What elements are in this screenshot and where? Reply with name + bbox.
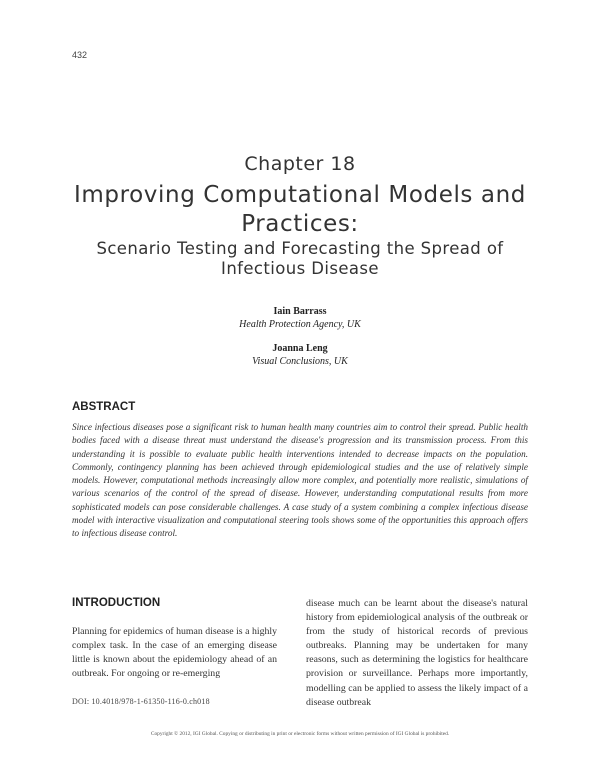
doi-label: DOI: 10.4018/978-1-61350-116-0.ch018 xyxy=(72,697,210,706)
chapter-subtitle: Scenario Testing and Forecasting the Spread of Infectious Disease xyxy=(96,239,504,278)
introduction-left-column: Planning for epidemics of human disease is a highly complex task. In the case of an emerging disease little is known about the epidemiology ahead of an outbreak. For ongoing or re-emerging xyxy=(72,626,277,680)
author-name: Joanna Leng xyxy=(272,343,328,354)
author-affiliation: Visual Conclusions, UK xyxy=(252,356,348,367)
page-number: 432 xyxy=(72,50,88,60)
abstract-text: Since infectious diseases pose a significant risk to human health many countries aim to control their spread. Public health bodies faced with a disease threat must understand the disease's progression and its transmission process. From this understanding it is possible to evaluate public health interventions intended to decrease impacts on the population. Commonly, contingency planning has been achieved through epidemiological studies and the use of relatively simple models. However, computational methods increasingly allow more complex, and potentially more realistic, simulations of various scenarios of the control of the spread of disease. However, understanding computational results from more sophisticated models can pose considerable challenges. A case study of a system combining a complex infectious disease model with interactive visualization and computational steering tools shows some of the opportunities this approach offers to infectious disease control. xyxy=(72,422,528,539)
abstract-heading: ABSTRACT xyxy=(72,401,136,413)
author-block-1 xyxy=(0,306,600,331)
author-name: Iain Barrass xyxy=(273,306,327,317)
copyright-notice: Copyright © 2012, IGI Global. Copying or distributing in print or electronic forms without written permission of IGI Global is prohibited. xyxy=(150,731,450,737)
author-affiliation: Health Protection Agency, UK xyxy=(239,319,361,330)
author-block-2 xyxy=(0,343,600,368)
chapter-label: Chapter 18 xyxy=(244,153,356,175)
introduction-right-column: disease much can be learnt about the disease's natural history from epidemiological analysis of the outbreak or from the study of historical records of previous outbreaks. Planning may be undertaken for many reasons, such as determining the logistics for healthcare provision or surveillance. Perhaps more importantly, modelling can be applied to assess the likely impact of a disease outbreak xyxy=(306,598,528,708)
introduction-heading: INTRODUCTION xyxy=(72,597,161,609)
chapter-title: Improving Computational Models and Practices: xyxy=(74,182,526,237)
